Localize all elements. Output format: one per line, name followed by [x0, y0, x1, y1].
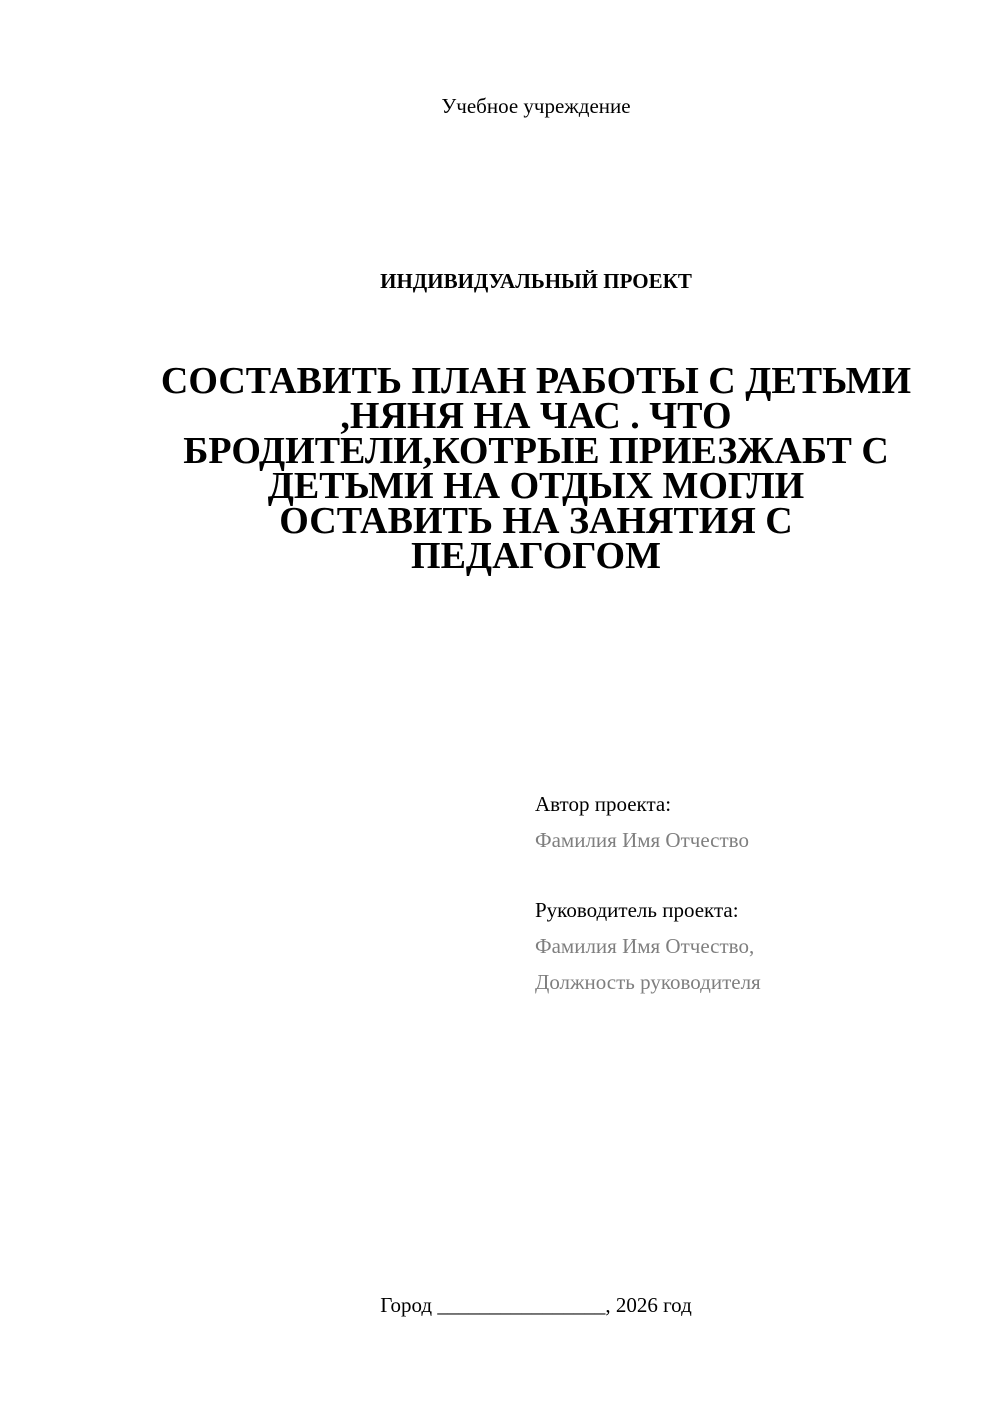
project-title — [150, 360, 922, 577]
year-text: , 2026 год — [605, 1293, 692, 1317]
author-label: Автор проекта: — [535, 792, 672, 816]
project-title-line: ДЕТЬМИ НА ОТДЫХ МОГЛИ — [267, 465, 805, 507]
project-title-line: БРОДИТЕЛИ,КОТРЫЕ ПРИЕЗЖАБТ С — [183, 430, 889, 472]
city-year-line — [0, 1290, 1000, 1320]
project-title-line: СОСТАВИТЬ ПЛАН РАБОТЫ С ДЕТЬМИ — [160, 360, 912, 402]
supervisor-name-placeholder: Фамилия Имя Отчество, — [535, 934, 755, 958]
institution-name: Учебное учреждение — [441, 94, 631, 118]
city-blank: ________________ — [437, 1293, 606, 1317]
city-label: Город — [380, 1293, 433, 1317]
supervisor-block — [535, 892, 975, 1000]
supervisor-position-placeholder: Должность руководителя — [535, 970, 761, 994]
author-name-placeholder: Фамилия Имя Отчество — [535, 828, 749, 852]
project-title-line: ПЕДАГОГОМ — [411, 535, 661, 577]
document-type: ИНДИВИДУАЛЬНЫЙ ПРОЕКТ — [380, 269, 692, 293]
author-block — [535, 786, 975, 858]
project-title-line: ОСТАВИТЬ НА ЗАНЯТИЯ С — [279, 500, 793, 542]
project-title-line: ,НЯНЯ НА ЧАС . ЧТО — [340, 395, 732, 437]
supervisor-label: Руководитель проекта: — [535, 898, 739, 922]
